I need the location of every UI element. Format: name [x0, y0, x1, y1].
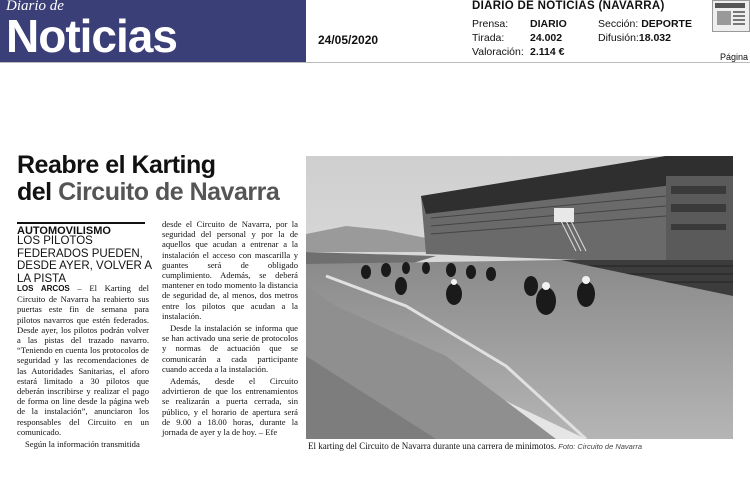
pagina-label: Página	[720, 52, 749, 62]
valoracion-field	[472, 46, 524, 58]
thumbnail-title-bar	[715, 3, 745, 8]
tirada-field	[472, 32, 504, 44]
paragraph: Desde la instalación se informa que se han activado una serie de protocolos y normas de actuación que se comunicarán a cada participante cuando acceda a la instalación.	[162, 323, 298, 374]
photo-caption	[308, 441, 642, 451]
article-headline	[17, 152, 279, 206]
prensa-value-wrap	[530, 18, 567, 30]
publication-date: 24/05/2020	[318, 33, 379, 47]
tirada-label: Tirada:	[472, 32, 505, 44]
header-divider	[0, 62, 750, 63]
difusion-label: Difusión:	[598, 32, 639, 44]
prensa-value: DIARIO	[530, 18, 567, 30]
difusion-value: 18.032	[638, 32, 671, 44]
paragraph	[17, 283, 149, 437]
paragraph: desde el Circuito de Navarra, por la seguridad del personal y por la de aquellos que acudan a entrenar a la instalación el acceso con mascarilla y guantes será de obligado cumplimiento. Además, se deberá mantener en todo momento la distancia de seguridad de, al menos, dos metros entre los pilotos que acudan a la instalación.	[162, 219, 298, 321]
karting-track-photo	[306, 156, 733, 439]
page-header	[0, 0, 750, 62]
valoracion-label: Valoración:	[472, 46, 524, 58]
headline-line-2a: del	[17, 178, 59, 206]
paragraph: Según la información transmitida	[25, 439, 140, 450]
headline-line-1: Reabre el Karting	[17, 151, 216, 179]
tirada-value-wrap	[530, 32, 562, 44]
article-subhead: LOS PILOTOS FEDERADOS PUEDEN, DESDE AYER, VOLVER A LA PISTA	[17, 235, 152, 285]
publication-name: DIARIO DE NOTICIAS (NAVARRA)	[472, 0, 665, 12]
article-column-1	[17, 283, 149, 451]
seccion-value: DEPORTE	[641, 18, 692, 30]
photo-credit: Foto: Circuito de Navarra	[556, 442, 643, 451]
article-photo	[306, 156, 733, 439]
dateline: LOS ARCOS	[17, 284, 70, 293]
difusion-field	[598, 32, 671, 44]
valoracion-value: 2.114 €	[530, 46, 565, 58]
headline-line-2	[17, 179, 279, 206]
article-column-2	[162, 219, 298, 439]
thumbnail-text-lines	[733, 11, 745, 13]
valoracion-value-wrap	[530, 46, 564, 58]
newspaper-logo	[0, 0, 306, 62]
logo-small-title: Diario de	[6, 0, 64, 14]
headline-line-2b: Circuito de Navarra	[58, 178, 280, 206]
tirada-value: 24.002	[530, 32, 563, 44]
caption-text: El karting del Circuito de Navarra durante una carrera de minimotos.	[308, 441, 557, 451]
logo-big-title: Noticias	[6, 10, 177, 62]
page-thumbnail[interactable]	[712, 0, 750, 32]
seccion-field	[598, 18, 692, 30]
paragraph: Además, desde el Circuito advirtieron de que los entrenamientos se realizarán a puerta cerrada, sin público, y el horario de apertura será de 9.00 a 18.00 horas, durante la jornada de ayer y la de hoy. – Efe	[162, 376, 298, 438]
thumbnail-photo	[717, 11, 731, 25]
paragraph-text: – El Karting del Circuito de Navarra ha reabierto sus puertas este fin de semana para pilotos navarros que estén federados. Desde ayer, los pilotos podrán volver a las pistas del trazado navarro. “Teniendo en cuenta los protocolos de seguridad y las recomendaciones de las Autoridades Sanitarias, el aforo estará limitado a 30 pilotos que deberán inscribirse y realizar el pago de forma on line desde la página web de la instalación”, anunciaron los responsables del Circuito en un comunicado.	[17, 283, 150, 437]
prensa-field	[472, 18, 508, 30]
seccion-label: Sección:	[598, 18, 639, 30]
section-label: AUTOMOVILISMO	[17, 222, 145, 237]
prensa-label: Prensa:	[472, 18, 509, 30]
